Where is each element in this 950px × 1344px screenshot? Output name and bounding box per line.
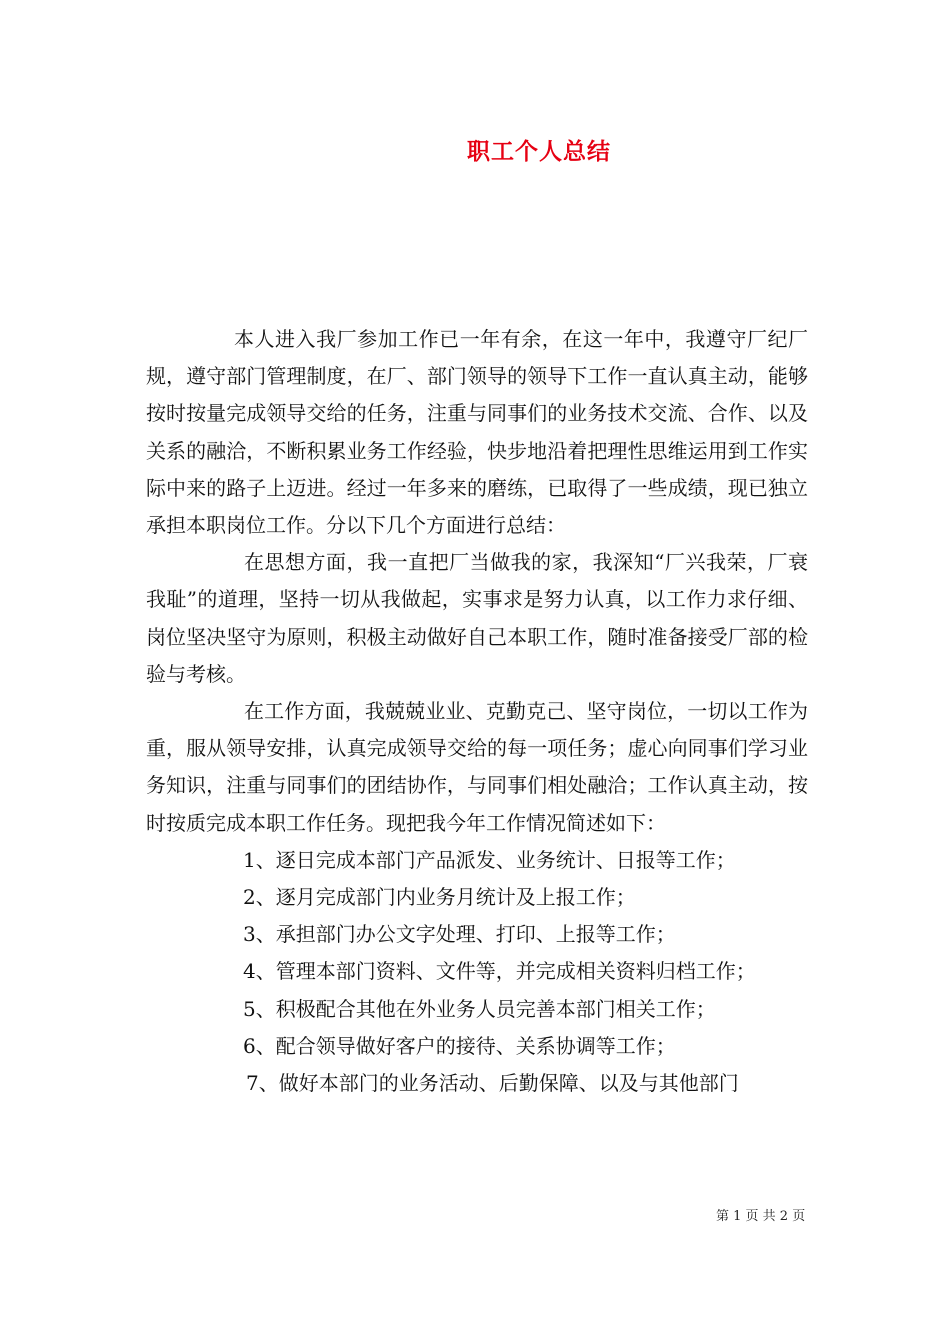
list-item: 7、做好本部门的业务活动、后勤保障、以及与其他部门 <box>246 1071 739 1096</box>
list-item: 3、承担部门办公文字处理、打印、上报等工作； <box>243 922 676 947</box>
list-item: 2、逐月完成部门内业务月统计及上报工作； <box>243 885 636 910</box>
list-item: 1、逐日完成本部门产品派发、业务统计、日报等工作； <box>243 847 736 872</box>
paragraph-intro: 本人进入我厂参加工作已一年有余，在这一年中，我遵守厂纪厂规，遵守部门管理制度，在厂、部门领导的领导下工作一直认真主动，能够按时按量完成领导交给的任务，注重与同事们的业务技术交流、合作、以及关系的融洽，不断积累业务工作经验，快步地沿着把理性思维运用到工作实际中来的路子上迈进。经过一年多来的磨练，已取得了一些成绩，现已独立承担本职岗位工作。分以下几个方面进行总结： <box>146 327 808 538</box>
paragraph-thought: 在思想方面，我一直把厂当做我的家，我深知“厂兴我荣，厂衰我耻”的道理，坚持一切从我做起，实事求是努力认真，以工作力求仔细、岗位坚决坚守为原则，积极主动做好自己本职工作，随时准备接受厂部的检验与考核。 <box>146 550 808 686</box>
list-item: 4、管理本部门资料、文件等，并完成相关资料归档工作； <box>243 959 756 984</box>
page-number-footer: 第 1 页 共 2 页 <box>716 1209 806 1224</box>
list-item: 5、积极配合其他在外业务人员完善本部门相关工作； <box>243 996 716 1021</box>
paragraph-work: 在工作方面，我兢兢业业、克勤克己、坚守岗位，一切以工作为重，服从领导安排，认真完成领导交给的每一项任务；虚心向同事们学习业务知识，注重与同事们的团结协作，与同事们相处融洽；工作认真主动，按时按质完成本职工作任务。现把我今年工作情况简述如下： <box>146 699 808 835</box>
list-item: 6、配合领导做好客户的接待、关系协调等工作； <box>243 1033 676 1058</box>
document-body <box>146 321 808 1102</box>
document-title: 职工个人总结 <box>467 138 611 165</box>
